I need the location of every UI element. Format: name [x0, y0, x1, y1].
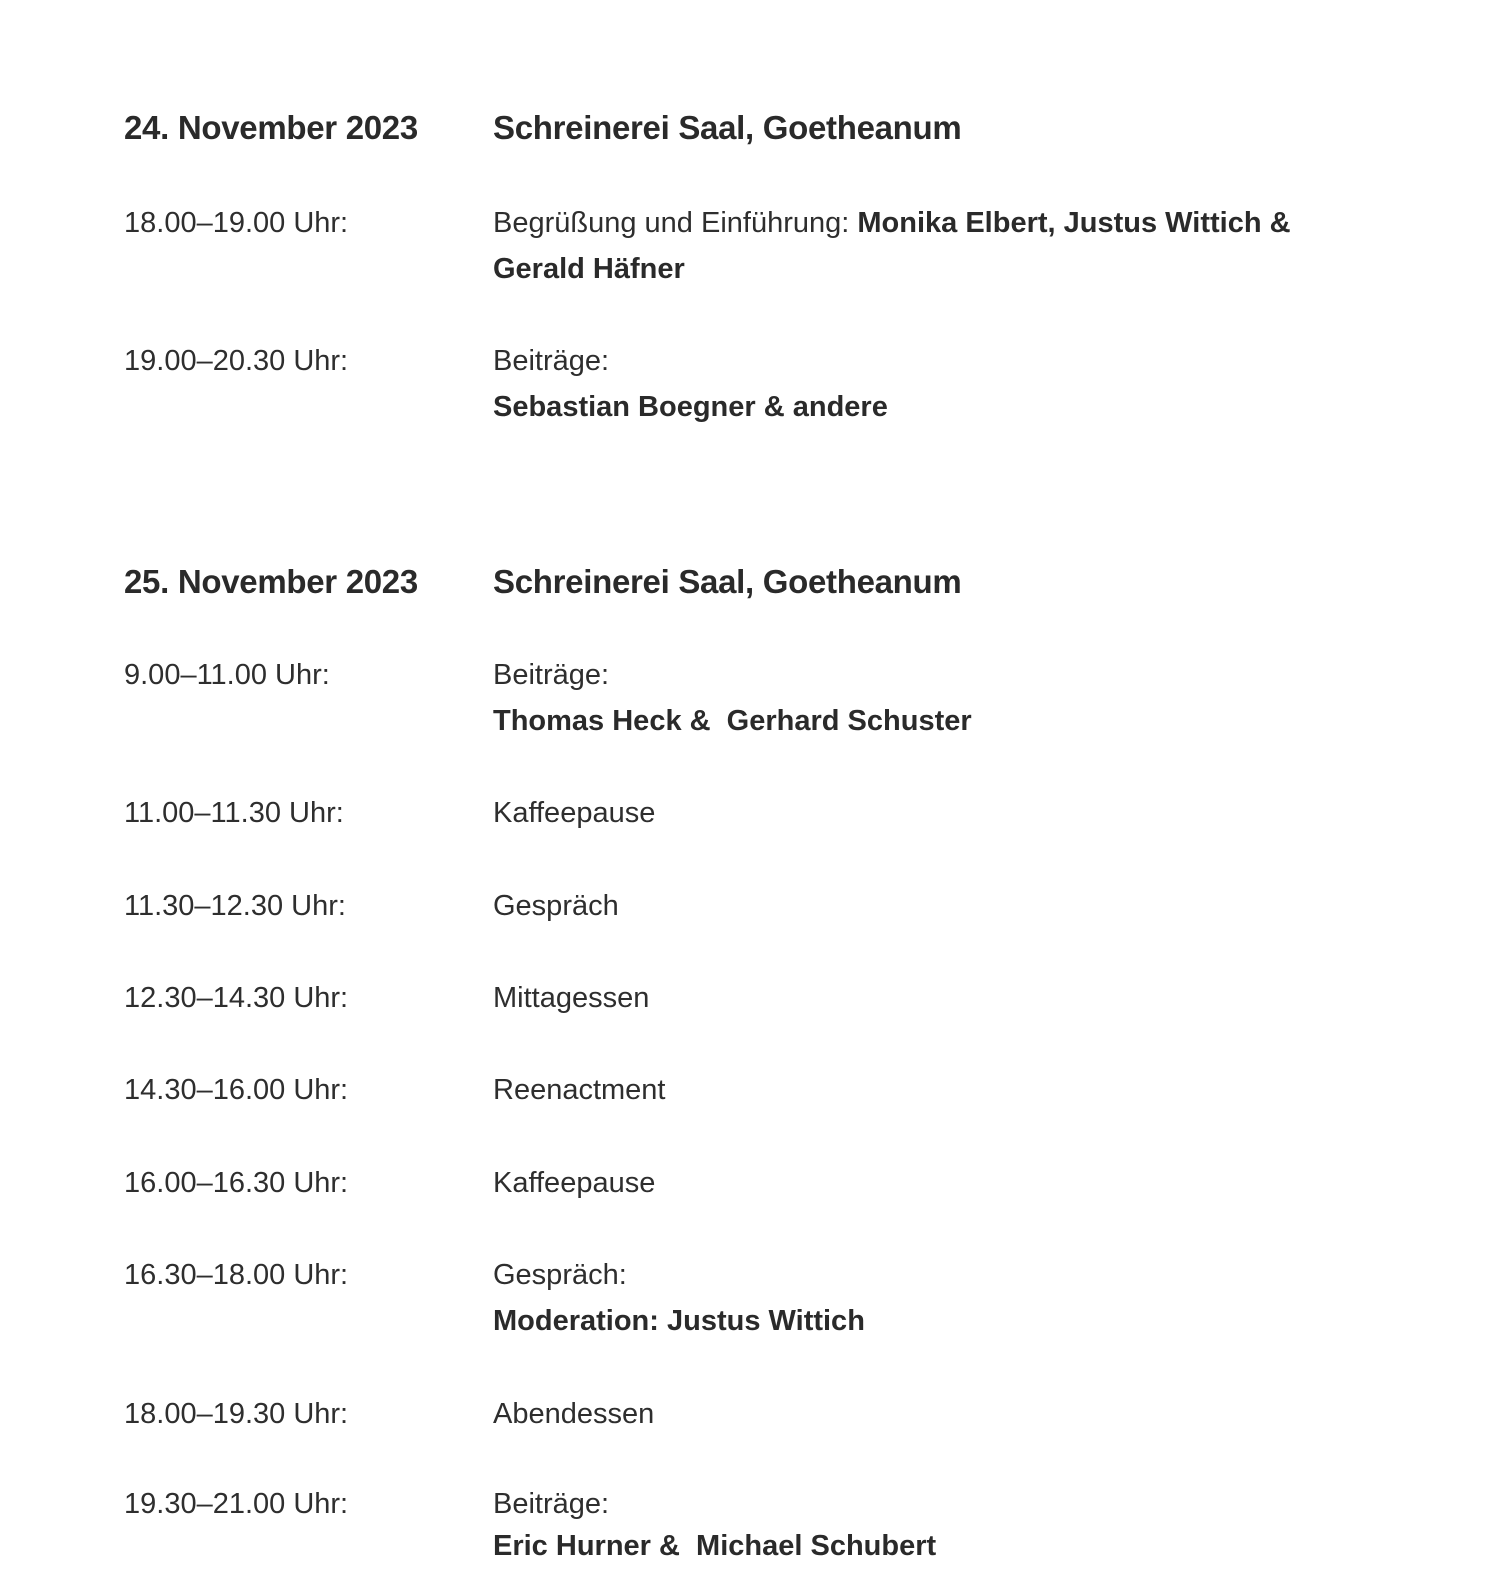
- day-venue: Schreinerei Saal, Goetheanum: [493, 109, 962, 146]
- schedule-people: Sebastian Boegner & andere: [493, 391, 888, 423]
- schedule-description: [493, 883, 1373, 929]
- schedule-label: Beiträge:: [493, 345, 610, 377]
- day-date: 25. November 2023: [124, 563, 418, 600]
- day-date: 24. November 2023: [124, 109, 418, 146]
- day-venue: Schreinerei Saal, Goetheanum: [493, 563, 962, 600]
- schedule-people: Thomas Heck & Gerhard Schuster: [493, 705, 972, 737]
- day-header-25-november: [124, 557, 1424, 607]
- schedule-label: Reenactment: [493, 1074, 666, 1106]
- schedule-label: Mittagessen: [493, 982, 650, 1014]
- schedule-time: 12.30–14.30 Uhr:: [124, 982, 349, 1014]
- schedule-time: 9.00–11.00 Uhr:: [124, 659, 330, 691]
- schedule-label: Gespräch:: [493, 1259, 627, 1291]
- schedule-label: Beiträge:: [493, 1488, 610, 1520]
- schedule-label: Kaffeepause: [493, 1167, 656, 1199]
- schedule-label: Begrüßung und Einführung:: [493, 207, 858, 239]
- schedule-time: 11.30–12.30 Uhr:: [124, 890, 346, 922]
- schedule-description: [493, 1160, 1373, 1206]
- schedule-time: 14.30–16.00 Uhr:: [124, 1074, 349, 1106]
- schedule-time: 18.00–19.00 Uhr:: [124, 207, 349, 239]
- schedule-people: Monika Elbert, Justus Wittich & Gerald Häfner: [493, 207, 1291, 285]
- schedule-description: [493, 1067, 1373, 1113]
- schedule-description: [493, 1252, 1373, 1344]
- schedule-label: Beiträge:: [493, 659, 610, 691]
- schedule-description: [493, 652, 1373, 744]
- schedule-description: [493, 338, 1373, 430]
- schedule-description: [493, 200, 1373, 292]
- schedule-label: Kaffeepause: [493, 797, 656, 829]
- day-header-24-november: [124, 103, 1424, 153]
- schedule-time: 16.30–18.00 Uhr:: [124, 1259, 349, 1291]
- schedule-description: [493, 975, 1373, 1021]
- schedule-description: [493, 1483, 1373, 1567]
- schedule-people: Eric Hurner & Michael Schubert: [493, 1530, 937, 1562]
- schedule-time: 16.00–16.30 Uhr:: [124, 1167, 349, 1199]
- schedule-time: 19.30–21.00 Uhr:: [124, 1488, 349, 1520]
- schedule-time: 19.00–20.30 Uhr:: [124, 345, 349, 377]
- schedule-people: Moderation: Justus Wittich: [493, 1305, 865, 1337]
- schedule-description: [493, 790, 1373, 836]
- schedule-time: 11.00–11.30 Uhr:: [124, 797, 344, 829]
- schedule-description: [493, 1391, 1373, 1437]
- schedule-label: Gespräch: [493, 890, 619, 922]
- schedule-time: 18.00–19.30 Uhr:: [124, 1398, 349, 1430]
- schedule-label: Abendessen: [493, 1398, 655, 1430]
